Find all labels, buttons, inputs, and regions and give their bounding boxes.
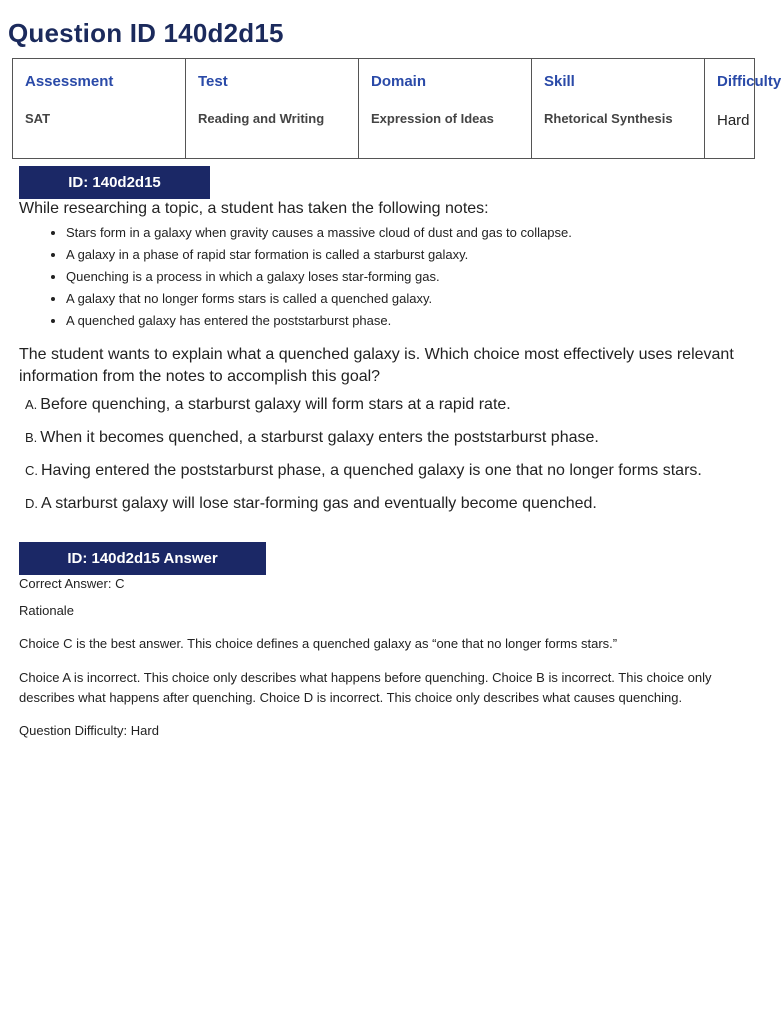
choice-letter: A.	[25, 397, 38, 412]
choice-letter: C.	[25, 463, 38, 478]
choice-letter: B.	[25, 430, 38, 445]
note-item: • A galaxy that no longer forms stars is called a quenched galaxy.	[66, 288, 572, 310]
rationale-incorrect-choices: Choice A is incorrect. This choice only describes what happens before quenching. Choice B is incorrect. This choice only describes what happens after quenching. Choice D is incorrect. This choice only describes what causes quenching.	[19, 670, 712, 705]
answer-banner: ID: 140d2d15 Answer	[19, 542, 266, 575]
choice-c[interactable]	[25, 462, 702, 480]
choice-d[interactable]	[25, 495, 597, 513]
choice-a[interactable]	[25, 396, 511, 414]
meta-cell-domain	[359, 59, 532, 159]
rationale-best-answer: Choice C is the best answer. This choice defines a quenched galaxy as “one that no longer forms stars.”	[19, 636, 618, 651]
meta-value-domain: Expression of Ideas	[371, 111, 494, 126]
meta-header-test: Test	[198, 73, 228, 90]
choice-text: A starburst galaxy will lose star-forming gas and eventually become quenched.	[41, 495, 597, 512]
meta-value-test: Reading and Writing	[198, 111, 325, 126]
choice-b[interactable]	[25, 429, 599, 447]
correct-answer: Correct Answer: C	[19, 576, 125, 591]
meta-cell-assessment	[13, 59, 186, 159]
meta-value-skill: Rhetorical Synthesis	[544, 111, 673, 126]
choice-text: Having entered the poststarburst phase, a quenched galaxy is one that no longer forms stars.	[41, 462, 702, 479]
note-item: • Stars form in a galaxy when gravity causes a massive cloud of dust and gas to collapse.	[66, 222, 572, 244]
note-item: • Quenching is a process in which a galaxy loses star-forming gas.	[66, 266, 572, 288]
question-difficulty: Question Difficulty: Hard	[19, 723, 159, 738]
choice-text: Before quenching, a starburst galaxy will form stars at a rapid rate.	[40, 396, 511, 413]
notes-list	[46, 222, 572, 332]
page-title: Question ID 140d2d15	[8, 18, 284, 48]
stem-intro: While researching a topic, a student has taken the following notes:	[19, 200, 489, 217]
rationale-label: Rationale	[19, 603, 74, 618]
note-item: • A quenched galaxy has entered the poststarburst phase.	[66, 310, 572, 332]
meta-header-domain: Domain	[371, 73, 427, 90]
choice-letter: D.	[25, 496, 38, 511]
meta-value-difficulty: Hard	[717, 112, 750, 129]
question-metadata-table	[12, 58, 781, 159]
choice-text: When it becomes quenched, a starburst galaxy enters the poststarburst phase.	[40, 429, 599, 446]
question-id-banner: ID: 140d2d15	[19, 166, 210, 199]
meta-value-assessment: SAT	[25, 111, 51, 126]
meta-header-assessment: Assessment	[25, 73, 114, 90]
meta-header-skill: Skill	[544, 73, 575, 90]
meta-cell-difficulty	[705, 59, 781, 159]
note-item: • A galaxy in a phase of rapid star formation is called a starburst galaxy.	[66, 244, 572, 266]
question-prompt: The student wants to explain what a quenched galaxy is. Which choice most effectively uses relevant information from the notes to accomplish this goal?	[19, 346, 734, 385]
meta-cell-skill	[532, 59, 705, 159]
meta-cell-test	[186, 59, 359, 159]
meta-header-difficulty: Difficulty	[717, 73, 781, 90]
